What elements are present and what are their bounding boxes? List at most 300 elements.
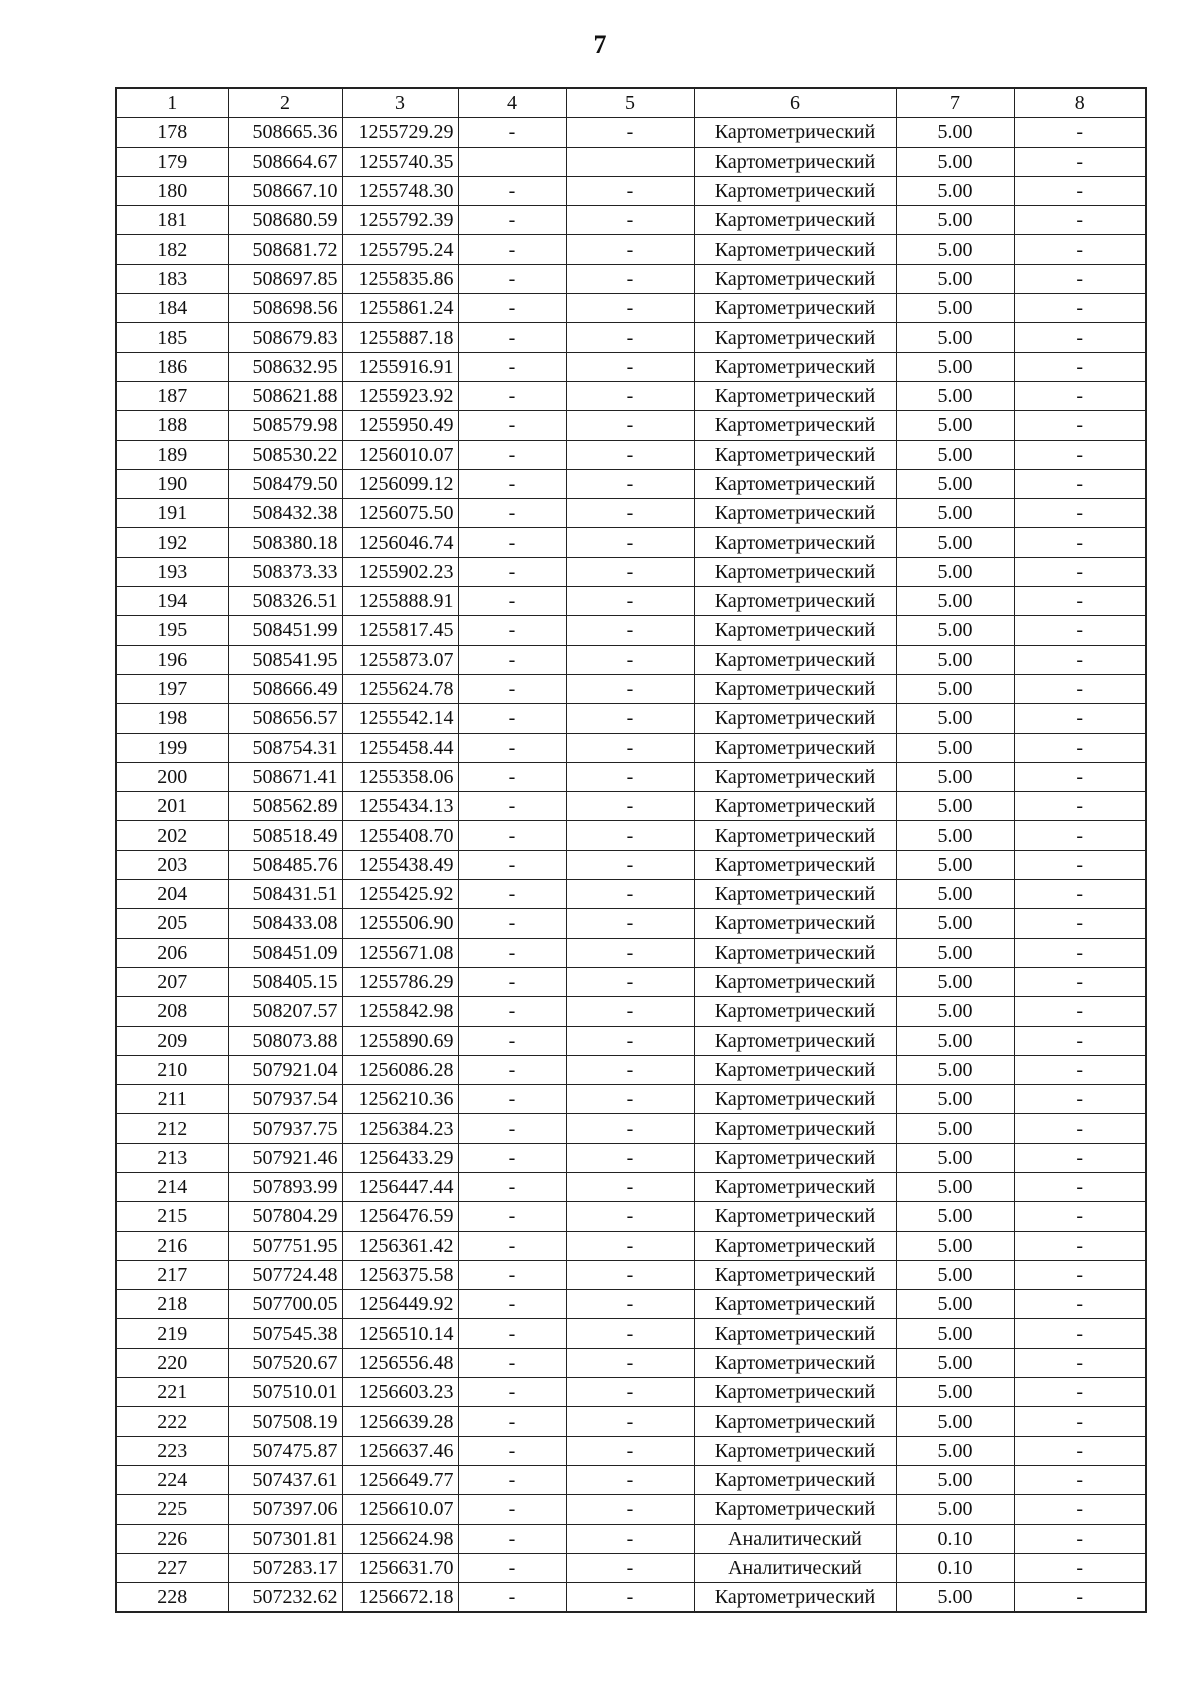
- x-coordinate-cell: 508665.36: [228, 118, 342, 147]
- col4-cell: -: [458, 1319, 566, 1348]
- method-cell: Картометрический: [694, 1378, 896, 1407]
- col5-cell: -: [566, 1553, 694, 1582]
- col8-cell: -: [1014, 352, 1146, 381]
- accuracy-cell: 5.00: [896, 967, 1014, 996]
- table-row: [116, 733, 1146, 762]
- table-row: [116, 762, 1146, 791]
- col8-cell: -: [1014, 1319, 1146, 1348]
- col4-cell: -: [458, 674, 566, 703]
- x-coordinate-cell: 508518.49: [228, 821, 342, 850]
- y-coordinate-cell: 1256476.59: [342, 1202, 458, 1231]
- col5-cell: -: [566, 616, 694, 645]
- accuracy-cell: 5.00: [896, 1026, 1014, 1055]
- point-number-cell: 185: [116, 323, 228, 352]
- table-row: [116, 235, 1146, 264]
- table-row: [116, 323, 1146, 352]
- col4-cell: -: [458, 411, 566, 440]
- accuracy-cell: 5.00: [896, 176, 1014, 205]
- y-coordinate-cell: 1255792.39: [342, 206, 458, 235]
- col8-cell: -: [1014, 323, 1146, 352]
- point-number-cell: 200: [116, 762, 228, 791]
- col4-cell: -: [458, 381, 566, 410]
- x-coordinate-cell: 508073.88: [228, 1026, 342, 1055]
- point-number-cell: 208: [116, 997, 228, 1026]
- point-number-cell: 188: [116, 411, 228, 440]
- col4-cell: -: [458, 1231, 566, 1260]
- table-row: [116, 176, 1146, 205]
- col5-cell: -: [566, 440, 694, 469]
- y-coordinate-cell: 1256375.58: [342, 1260, 458, 1289]
- y-coordinate-cell: 1256449.92: [342, 1290, 458, 1319]
- method-cell: Картометрический: [694, 704, 896, 733]
- col5-cell: -: [566, 1583, 694, 1613]
- x-coordinate-cell: 507937.75: [228, 1114, 342, 1143]
- col5-cell: -: [566, 323, 694, 352]
- x-coordinate-cell: 508373.33: [228, 557, 342, 586]
- table-row: [116, 704, 1146, 733]
- accuracy-cell: 5.00: [896, 118, 1014, 147]
- method-cell: Картометрический: [694, 352, 896, 381]
- col4-cell: -: [458, 1202, 566, 1231]
- col5-cell: -: [566, 997, 694, 1026]
- method-cell: Картометрический: [694, 469, 896, 498]
- table-row: [116, 880, 1146, 909]
- col5-cell: -: [566, 645, 694, 674]
- accuracy-cell: 5.00: [896, 1172, 1014, 1201]
- col4-cell: -: [458, 1524, 566, 1553]
- y-coordinate-cell: 1255542.14: [342, 704, 458, 733]
- table-row: [116, 1172, 1146, 1201]
- point-number-cell: 210: [116, 1055, 228, 1084]
- col8-cell: -: [1014, 909, 1146, 938]
- point-number-cell: 220: [116, 1348, 228, 1377]
- col4-cell: -: [458, 733, 566, 762]
- point-number-cell: 222: [116, 1407, 228, 1436]
- y-coordinate-cell: 1256210.36: [342, 1085, 458, 1114]
- method-cell: Картометрический: [694, 1202, 896, 1231]
- y-coordinate-cell: 1256637.46: [342, 1436, 458, 1465]
- point-number-cell: 179: [116, 147, 228, 176]
- col5-cell: -: [566, 1260, 694, 1289]
- x-coordinate-cell: 507545.38: [228, 1319, 342, 1348]
- y-coordinate-cell: 1256610.07: [342, 1495, 458, 1524]
- x-coordinate-cell: 507508.19: [228, 1407, 342, 1436]
- table-row: [116, 264, 1146, 293]
- table-row: [116, 294, 1146, 323]
- col5-cell: -: [566, 206, 694, 235]
- table-row: [116, 967, 1146, 996]
- x-coordinate-cell: 507301.81: [228, 1524, 342, 1553]
- x-coordinate-cell: 508451.99: [228, 616, 342, 645]
- col4-cell: -: [458, 997, 566, 1026]
- method-cell: Картометрический: [694, 1172, 896, 1201]
- table-row: [116, 850, 1146, 879]
- x-coordinate-cell: 508681.72: [228, 235, 342, 264]
- col5-cell: -: [566, 880, 694, 909]
- y-coordinate-cell: 1255438.49: [342, 850, 458, 879]
- x-coordinate-cell: 507893.99: [228, 1172, 342, 1201]
- table-header-row: [116, 88, 1146, 118]
- point-number-cell: 186: [116, 352, 228, 381]
- col8-cell: -: [1014, 499, 1146, 528]
- column-header: 7: [896, 88, 1014, 118]
- col8-cell: -: [1014, 1553, 1146, 1582]
- point-number-cell: 217: [116, 1260, 228, 1289]
- table-row: [116, 909, 1146, 938]
- y-coordinate-cell: 1256649.77: [342, 1465, 458, 1494]
- x-coordinate-cell: 507921.04: [228, 1055, 342, 1084]
- col5-cell: -: [566, 1524, 694, 1553]
- table-row: [116, 381, 1146, 410]
- col5-cell: -: [566, 1202, 694, 1231]
- method-cell: Картометрический: [694, 674, 896, 703]
- col4-cell: -: [458, 1172, 566, 1201]
- table-row: [116, 1465, 1146, 1494]
- accuracy-cell: 5.00: [896, 1465, 1014, 1494]
- method-cell: Картометрический: [694, 1436, 896, 1465]
- x-coordinate-cell: 507804.29: [228, 1202, 342, 1231]
- table-row: [116, 1260, 1146, 1289]
- col5-cell: -: [566, 1114, 694, 1143]
- y-coordinate-cell: 1256556.48: [342, 1348, 458, 1377]
- x-coordinate-cell: 507751.95: [228, 1231, 342, 1260]
- col8-cell: -: [1014, 1172, 1146, 1201]
- accuracy-cell: 5.00: [896, 1260, 1014, 1289]
- accuracy-cell: 5.00: [896, 1436, 1014, 1465]
- x-coordinate-cell: 508698.56: [228, 294, 342, 323]
- table-row: [116, 1143, 1146, 1172]
- point-number-cell: 191: [116, 499, 228, 528]
- method-cell: Картометрический: [694, 587, 896, 616]
- method-cell: Картометрический: [694, 1260, 896, 1289]
- method-cell: Картометрический: [694, 1085, 896, 1114]
- accuracy-cell: 5.00: [896, 1055, 1014, 1084]
- x-coordinate-cell: 508405.15: [228, 967, 342, 996]
- col8-cell: -: [1014, 616, 1146, 645]
- col4-cell: -: [458, 1495, 566, 1524]
- col5-cell: -: [566, 352, 694, 381]
- method-cell: Картометрический: [694, 850, 896, 879]
- col4-cell: [458, 147, 566, 176]
- point-number-cell: 194: [116, 587, 228, 616]
- method-cell: Картометрический: [694, 381, 896, 410]
- col4-cell: -: [458, 469, 566, 498]
- y-coordinate-cell: 1256010.07: [342, 440, 458, 469]
- col4-cell: -: [458, 176, 566, 205]
- table-row: [116, 147, 1146, 176]
- col8-cell: -: [1014, 587, 1146, 616]
- accuracy-cell: 5.00: [896, 323, 1014, 352]
- point-number-cell: 192: [116, 528, 228, 557]
- col8-cell: -: [1014, 440, 1146, 469]
- method-cell: Картометрический: [694, 909, 896, 938]
- x-coordinate-cell: 507921.46: [228, 1143, 342, 1172]
- x-coordinate-cell: 508666.49: [228, 674, 342, 703]
- col5-cell: -: [566, 1231, 694, 1260]
- y-coordinate-cell: 1255842.98: [342, 997, 458, 1026]
- col4-cell: -: [458, 792, 566, 821]
- method-cell: Картометрический: [694, 762, 896, 791]
- point-number-cell: 201: [116, 792, 228, 821]
- col8-cell: -: [1014, 557, 1146, 586]
- table-row: [116, 1055, 1146, 1084]
- col8-cell: -: [1014, 1378, 1146, 1407]
- point-number-cell: 221: [116, 1378, 228, 1407]
- col5-cell: -: [566, 1378, 694, 1407]
- accuracy-cell: 5.00: [896, 294, 1014, 323]
- col4-cell: -: [458, 1553, 566, 1582]
- y-coordinate-cell: 1255740.35: [342, 147, 458, 176]
- col4-cell: -: [458, 1114, 566, 1143]
- method-cell: Картометрический: [694, 264, 896, 293]
- method-cell: Картометрический: [694, 1143, 896, 1172]
- col8-cell: -: [1014, 733, 1146, 762]
- table-row: [116, 1085, 1146, 1114]
- col4-cell: -: [458, 499, 566, 528]
- table-row: [116, 938, 1146, 967]
- col8-cell: -: [1014, 1436, 1146, 1465]
- y-coordinate-cell: 1255950.49: [342, 411, 458, 440]
- method-cell: Картометрический: [694, 1495, 896, 1524]
- col5-cell: -: [566, 1290, 694, 1319]
- col4-cell: -: [458, 352, 566, 381]
- y-coordinate-cell: 1255358.06: [342, 762, 458, 791]
- x-coordinate-cell: 508530.22: [228, 440, 342, 469]
- x-coordinate-cell: 507700.05: [228, 1290, 342, 1319]
- point-number-cell: 212: [116, 1114, 228, 1143]
- table-row: [116, 206, 1146, 235]
- col8-cell: -: [1014, 1524, 1146, 1553]
- col4-cell: -: [458, 1143, 566, 1172]
- col5-cell: -: [566, 587, 694, 616]
- x-coordinate-cell: 507724.48: [228, 1260, 342, 1289]
- col4-cell: -: [458, 1055, 566, 1084]
- point-number-cell: 227: [116, 1553, 228, 1582]
- col4-cell: -: [458, 1260, 566, 1289]
- accuracy-cell: 5.00: [896, 1114, 1014, 1143]
- col5-cell: -: [566, 909, 694, 938]
- point-number-cell: 218: [116, 1290, 228, 1319]
- accuracy-cell: 5.00: [896, 850, 1014, 879]
- y-coordinate-cell: 1255458.44: [342, 733, 458, 762]
- y-coordinate-cell: 1255923.92: [342, 381, 458, 410]
- x-coordinate-cell: 508326.51: [228, 587, 342, 616]
- x-coordinate-cell: 507283.17: [228, 1553, 342, 1582]
- col8-cell: -: [1014, 118, 1146, 147]
- point-number-cell: 219: [116, 1319, 228, 1348]
- col4-cell: -: [458, 1026, 566, 1055]
- point-number-cell: 214: [116, 1172, 228, 1201]
- point-number-cell: 225: [116, 1495, 228, 1524]
- table-row: [116, 616, 1146, 645]
- col5-cell: -: [566, 1407, 694, 1436]
- column-header: 3: [342, 88, 458, 118]
- col5-cell: -: [566, 704, 694, 733]
- col8-cell: -: [1014, 1085, 1146, 1114]
- y-coordinate-cell: 1255835.86: [342, 264, 458, 293]
- col8-cell: -: [1014, 938, 1146, 967]
- method-cell: Картометрический: [694, 118, 896, 147]
- col4-cell: -: [458, 264, 566, 293]
- col8-cell: -: [1014, 880, 1146, 909]
- col5-cell: -: [566, 294, 694, 323]
- col8-cell: -: [1014, 850, 1146, 879]
- col8-cell: -: [1014, 206, 1146, 235]
- col4-cell: -: [458, 616, 566, 645]
- x-coordinate-cell: 508632.95: [228, 352, 342, 381]
- point-number-cell: 178: [116, 118, 228, 147]
- col4-cell: -: [458, 880, 566, 909]
- table-row: [116, 1436, 1146, 1465]
- table-row: [116, 1319, 1146, 1348]
- y-coordinate-cell: 1255795.24: [342, 235, 458, 264]
- point-number-cell: 226: [116, 1524, 228, 1553]
- method-cell: Картометрический: [694, 616, 896, 645]
- col5-cell: -: [566, 499, 694, 528]
- col4-cell: -: [458, 1436, 566, 1465]
- y-coordinate-cell: 1256384.23: [342, 1114, 458, 1143]
- point-number-cell: 180: [116, 176, 228, 205]
- accuracy-cell: 5.00: [896, 1378, 1014, 1407]
- col8-cell: -: [1014, 1026, 1146, 1055]
- col8-cell: -: [1014, 645, 1146, 674]
- y-coordinate-cell: 1256046.74: [342, 528, 458, 557]
- col8-cell: -: [1014, 792, 1146, 821]
- method-cell: Картометрический: [694, 499, 896, 528]
- x-coordinate-cell: 508485.76: [228, 850, 342, 879]
- table-row: [116, 557, 1146, 586]
- y-coordinate-cell: 1256672.18: [342, 1583, 458, 1613]
- accuracy-cell: 5.00: [896, 880, 1014, 909]
- col4-cell: -: [458, 762, 566, 791]
- table-row: [116, 645, 1146, 674]
- y-coordinate-cell: 1256447.44: [342, 1172, 458, 1201]
- point-number-cell: 193: [116, 557, 228, 586]
- accuracy-cell: 5.00: [896, 147, 1014, 176]
- col8-cell: -: [1014, 1407, 1146, 1436]
- table-row: [116, 1290, 1146, 1319]
- accuracy-cell: 5.00: [896, 938, 1014, 967]
- y-coordinate-cell: 1255890.69: [342, 1026, 458, 1055]
- method-cell: Картометрический: [694, 997, 896, 1026]
- col8-cell: -: [1014, 1290, 1146, 1319]
- col5-cell: -: [566, 118, 694, 147]
- x-coordinate-cell: 508541.95: [228, 645, 342, 674]
- point-number-cell: 216: [116, 1231, 228, 1260]
- accuracy-cell: 5.00: [896, 499, 1014, 528]
- col8-cell: -: [1014, 704, 1146, 733]
- accuracy-cell: 5.00: [896, 587, 1014, 616]
- col4-cell: -: [458, 235, 566, 264]
- x-coordinate-cell: 508207.57: [228, 997, 342, 1026]
- y-coordinate-cell: 1256361.42: [342, 1231, 458, 1260]
- col8-cell: -: [1014, 997, 1146, 1026]
- method-cell: Картометрический: [694, 1231, 896, 1260]
- col5-cell: -: [566, 264, 694, 293]
- point-number-cell: 183: [116, 264, 228, 293]
- col8-cell: -: [1014, 235, 1146, 264]
- col5-cell: -: [566, 411, 694, 440]
- accuracy-cell: 5.00: [896, 821, 1014, 850]
- x-coordinate-cell: 508667.10: [228, 176, 342, 205]
- column-header: 8: [1014, 88, 1146, 118]
- y-coordinate-cell: 1255902.23: [342, 557, 458, 586]
- point-number-cell: 190: [116, 469, 228, 498]
- method-cell: Аналитический: [694, 1553, 896, 1582]
- x-coordinate-cell: 507397.06: [228, 1495, 342, 1524]
- method-cell: Картометрический: [694, 1583, 896, 1613]
- point-number-cell: 202: [116, 821, 228, 850]
- col4-cell: -: [458, 1407, 566, 1436]
- col5-cell: -: [566, 967, 694, 996]
- y-coordinate-cell: 1255916.91: [342, 352, 458, 381]
- y-coordinate-cell: 1256086.28: [342, 1055, 458, 1084]
- accuracy-cell: 5.00: [896, 1290, 1014, 1319]
- table-row: [116, 997, 1146, 1026]
- accuracy-cell: 5.00: [896, 352, 1014, 381]
- col8-cell: -: [1014, 762, 1146, 791]
- table-row: [116, 1348, 1146, 1377]
- accuracy-cell: 5.00: [896, 440, 1014, 469]
- col5-cell: -: [566, 792, 694, 821]
- y-coordinate-cell: 1255861.24: [342, 294, 458, 323]
- x-coordinate-cell: 507520.67: [228, 1348, 342, 1377]
- accuracy-cell: 5.00: [896, 557, 1014, 586]
- col4-cell: -: [458, 850, 566, 879]
- accuracy-cell: 5.00: [896, 1407, 1014, 1436]
- accuracy-cell: 5.00: [896, 235, 1014, 264]
- method-cell: Картометрический: [694, 1114, 896, 1143]
- accuracy-cell: 5.00: [896, 206, 1014, 235]
- accuracy-cell: 5.00: [896, 1202, 1014, 1231]
- x-coordinate-cell: 508697.85: [228, 264, 342, 293]
- x-coordinate-cell: 507437.61: [228, 1465, 342, 1494]
- col5-cell: -: [566, 1172, 694, 1201]
- y-coordinate-cell: 1255888.91: [342, 587, 458, 616]
- method-cell: Картометрический: [694, 1055, 896, 1084]
- col8-cell: -: [1014, 1583, 1146, 1613]
- col5-cell: -: [566, 176, 694, 205]
- col4-cell: -: [458, 1465, 566, 1494]
- col8-cell: -: [1014, 1495, 1146, 1524]
- method-cell: Картометрический: [694, 147, 896, 176]
- accuracy-cell: 5.00: [896, 411, 1014, 440]
- method-cell: Картометрический: [694, 1290, 896, 1319]
- method-cell: Картометрический: [694, 294, 896, 323]
- method-cell: Картометрический: [694, 557, 896, 586]
- col5-cell: -: [566, 733, 694, 762]
- col8-cell: -: [1014, 176, 1146, 205]
- x-coordinate-cell: 508754.31: [228, 733, 342, 762]
- accuracy-cell: 5.00: [896, 733, 1014, 762]
- col5-cell: -: [566, 821, 694, 850]
- table-row: [116, 1553, 1146, 1582]
- table-row: [116, 587, 1146, 616]
- col5-cell: -: [566, 850, 694, 879]
- method-cell: Картометрический: [694, 440, 896, 469]
- col5-cell: [566, 147, 694, 176]
- point-number-cell: 182: [116, 235, 228, 264]
- col4-cell: -: [458, 645, 566, 674]
- table-row: [116, 1583, 1146, 1613]
- table-row: [116, 1378, 1146, 1407]
- accuracy-cell: 5.00: [896, 469, 1014, 498]
- x-coordinate-cell: 508679.83: [228, 323, 342, 352]
- x-coordinate-cell: 507510.01: [228, 1378, 342, 1407]
- method-cell: Картометрический: [694, 206, 896, 235]
- column-header: 5: [566, 88, 694, 118]
- accuracy-cell: 5.00: [896, 762, 1014, 791]
